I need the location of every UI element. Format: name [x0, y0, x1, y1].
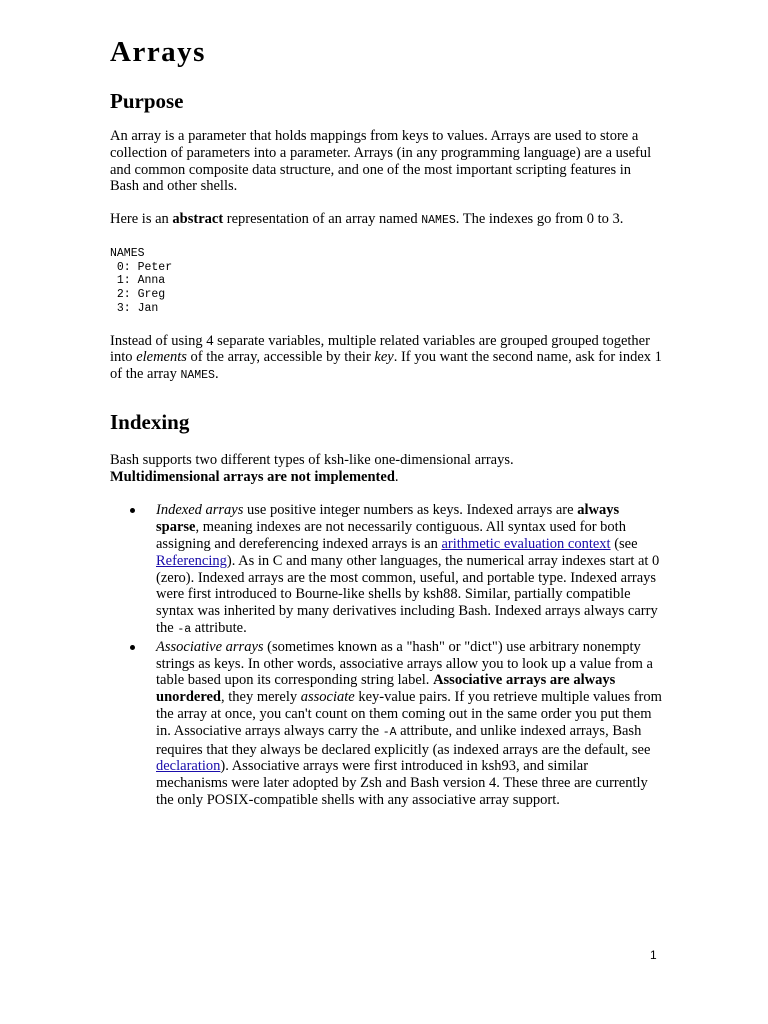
bullet-icon	[130, 645, 135, 650]
indexing-intro-bold: Multidimensional arrays are not implemented	[110, 468, 395, 485]
document-page	[110, 34, 662, 809]
names-line: 1: Anna	[110, 274, 166, 288]
indexing-intro-text: Bash supports two different types of ksh-like one-dimensional arrays.	[110, 451, 514, 468]
list-item-associative-arrays	[110, 639, 662, 809]
instead-em-key: key	[374, 349, 394, 366]
associate-em: associate	[300, 689, 355, 706]
instead-text-pre: Instead of using 4 separate variables, multiple related variables are grouped grouped together into	[110, 332, 650, 366]
names-code-inline: NAMES	[421, 214, 456, 228]
indexed-text-2: , meaning indexes are not necessarily contiguous. All syntax used for both assigning and dereferencing indexed arrays is an	[156, 519, 626, 553]
purpose-heading: Purpose	[110, 89, 184, 113]
associative-text-4: attribute, and unlike indexed arrays, Bash requires that they always be declared explicitly (as indexed arrays are the default, see	[156, 722, 651, 758]
bullet-icon	[130, 508, 135, 513]
abstract-text-pre: Here is an	[110, 211, 173, 228]
names-line: NAMES	[110, 246, 145, 260]
always-unordered-bold: Associative arrays are always unordered	[156, 672, 616, 706]
arithmetic-evaluation-context-link[interactable]: arithmetic evaluation context	[441, 536, 611, 553]
indexed-text-1: use positive integer numbers as keys. Indexed arrays are	[243, 502, 578, 519]
indexing-heading: Indexing	[110, 409, 190, 434]
attribute-a-code: -a	[177, 623, 192, 637]
associative-text-1: (sometimes known as a "hash" or "dict") use arbitrary nonempty strings as keys. In other words, associative arrays allow you to look up a value from a table based upon its corresponding string label.	[156, 638, 653, 689]
page-number: 1	[650, 948, 657, 962]
indexing-intro-end: .	[394, 468, 399, 485]
indexed-text-4: ). As in C and many other languages, the numerical array indexes start at 0 (zero). Indexed arrays are the most common, useful, and portable type. Indexed arrays were first introduced to Bourne-like shells by ksh88. Similar, partially compatible syntax was inherited by many derivatives including Bash. Indexed arrays always carry the	[156, 552, 660, 637]
indexed-text-3: (see	[610, 536, 638, 553]
instead-paragraph	[110, 333, 662, 385]
referencing-link[interactable]: Referencing	[156, 552, 227, 569]
abstract-paragraph	[110, 211, 662, 230]
names-line: 2: Greg	[110, 288, 166, 302]
associative-text-2: , they merely	[221, 689, 301, 706]
names-code-block	[110, 247, 662, 316]
indexing-intro-paragraph	[110, 452, 662, 486]
instead-text-mid: of the array, accessible by their	[186, 349, 375, 366]
names-line: 3: Jan	[110, 301, 159, 315]
names-code-inline-2: NAMES	[180, 369, 215, 383]
page-title: Arrays	[110, 36, 206, 68]
instead-text-post: .	[214, 366, 219, 383]
abstract-text-post: . The indexes go from 0 to 3.	[455, 211, 624, 228]
abstract-text-mid: representation of an array named	[223, 211, 422, 228]
instead-em-elements: elements	[136, 349, 187, 366]
names-line: 0: Peter	[110, 260, 173, 274]
array-types-list	[110, 502, 662, 808]
associative-text-3: key-value pairs. If you retrieve multiple values from the array at once, you can't count on them coming out in the same order you put them in. Associative arrays always carry the	[156, 689, 662, 739]
declaration-link[interactable]: declaration	[156, 758, 221, 775]
abstract-bold: abstract	[172, 211, 224, 228]
indexed-arrays-term: Indexed arrays	[156, 502, 244, 519]
attribute-A-code: -A	[382, 725, 397, 739]
instead-text-mid2: . If you want the second name, ask for index 1 of the array	[110, 349, 662, 383]
indexed-text-5: attribute.	[191, 620, 247, 637]
associative-arrays-term: Associative arrays	[156, 638, 264, 655]
associative-text-5: ). Associative arrays were first introduced in ksh93, and similar mechanisms were later adopted by Zsh and Bash version 4. These three are currently the only POSIX-compatible shells with any associative array support.	[156, 758, 648, 809]
always-sparse-bold: always sparse	[156, 502, 620, 536]
list-item-indexed-arrays	[110, 502, 662, 638]
purpose-intro-paragraph: An array is a parameter that holds mappings from keys to values. Arrays are used to store a collection of parameters into a parameter. Arrays (in any programming language) are a useful and common composite data structure, and one of the most important scripting features in Bash and other shells.	[110, 128, 652, 195]
